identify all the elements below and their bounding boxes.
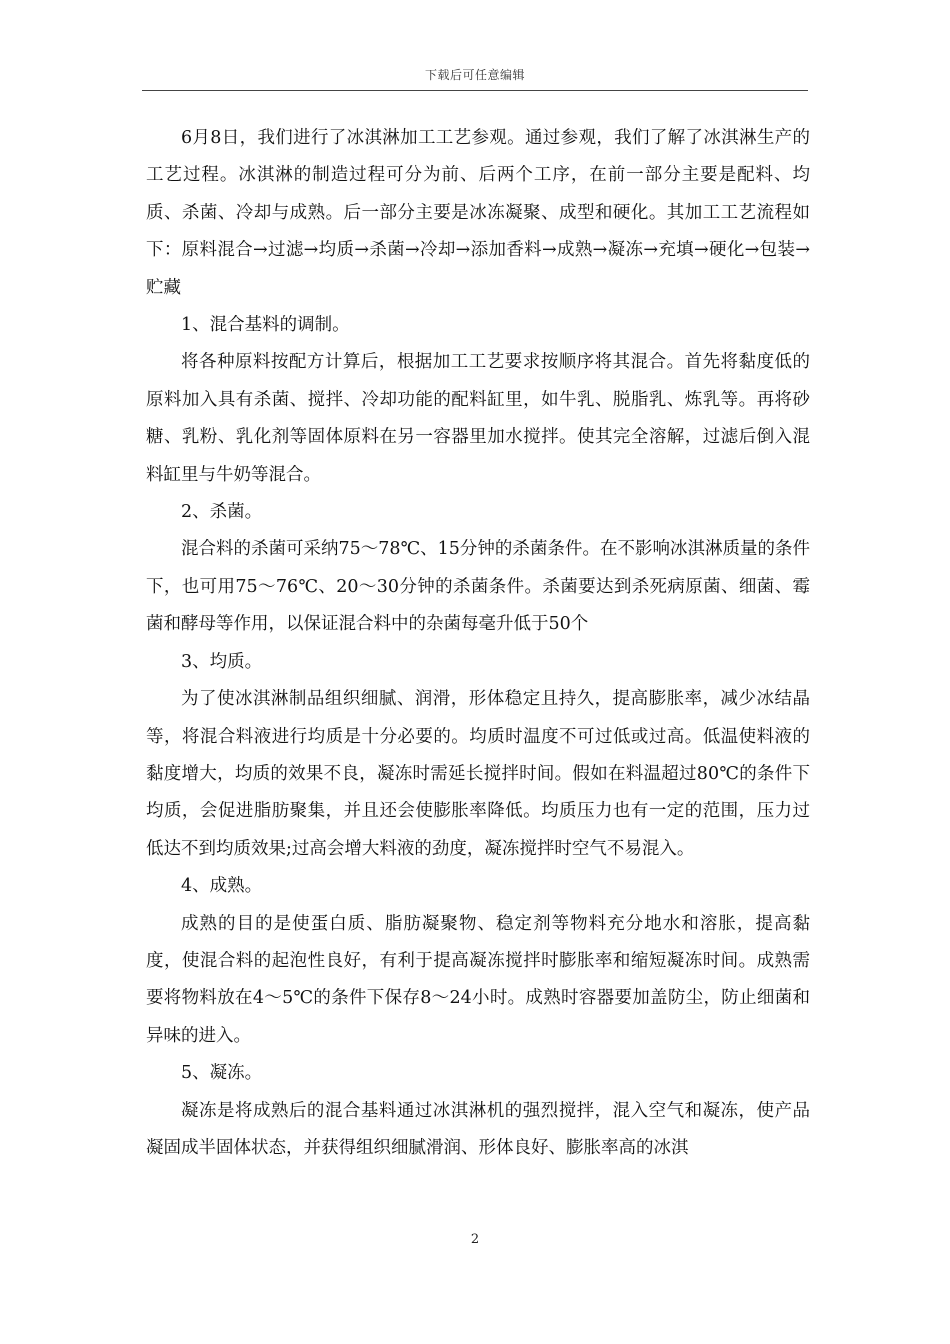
section-body-3: 为了使冰淇淋制品组织细腻、润滑，形体稳定且持久，提高膨胀率，减少冰结晶等，将混合料液进行均质是十分必要的。均质时温度不可过低或过高。低温使料液的黏度增大，均质的效果不良，凝冻时需延长搅拌时间。假如在料温超过80℃的条件下均质，会促进脂肪聚集，并且还会使膨胀率降低。均质压力也有一定的范围，压力过低达不到均质效果;过高会增大料液的劲度，凝冻搅拌时空气不易混入。 [146, 689, 810, 859]
section-body-2: 混合料的杀菌可采纳75～78℃、15分钟的杀菌条件。在不影响冰淇淋质量的条件下，也可用75～76℃、20～30分钟的杀菌条件。杀菌要达到杀死病原菌、细菌、霉菌和酵母等作用，以保证混合料中的杂菌每毫升低于50个 [146, 539, 810, 635]
section-body-4: 成熟的目的是使蛋白质、脂肪凝聚物、稳定剂等物料充分地水和溶胀，提高黏度，使混合料的起泡性良好，有利于提高凝冻搅拌时膨胀率和缩短凝冻时间。成熟需要将物料放在4～5℃的条件下保存8～24小时。成熟时容器要加盖防尘，防止细菌和异味的进入。 [146, 913, 810, 1046]
page-header: 下载后可任意编辑 [424, 68, 525, 82]
section-heading-5: 5、凝冻。 [181, 1063, 263, 1084]
section-body-1: 将各种原料按配方计算后，根据加工工艺要求按顺序将其混合。首先将黏度低的原料加入具有杀菌、搅拌、冷却功能的配料缸里，如牛乳、脱脂乳、炼乳等。再将砂糖、乳粉、乳化剂等固体原料在另一容器里加水搅拌。使其完全溶解，过滤后倒入混料缸里与牛奶等混合。 [146, 352, 810, 485]
section-heading-3: 3、均质。 [181, 651, 263, 672]
section-heading-4: 4、成熟。 [181, 876, 263, 897]
intro-paragraph: 6月8日，我们进行了冰淇淋加工工艺参观。通过参观，我们了解了冰淇淋生产的工艺过程。冰淇淋的制造过程可分为前、后两个工序，在前一部分主要是配料、均质、杀菌、冷却与成熟。后一部分主要是冰冻凝聚、成型和硬化。其加工工艺流程如下：原料混合→过滤→均质→杀菌→冷却→添加香料→成熟→凝冻→充填→硬化→包装→贮藏 [146, 128, 810, 298]
section-heading-1: 1、混合基料的调制。 [181, 315, 350, 336]
header-divider [142, 90, 808, 91]
section-body-5: 凝冻是将成熟后的混合基料通过冰淇淋机的强烈搅拌，混入空气和凝冻，使产品凝固成半固体状态，并获得组织细腻滑润、形体良好、膨胀率高的冰淇 [146, 1100, 810, 1158]
section-heading-2: 2、杀菌。 [181, 502, 263, 523]
document-body [146, 120, 810, 1167]
page-number: 2 [470, 1232, 480, 1247]
